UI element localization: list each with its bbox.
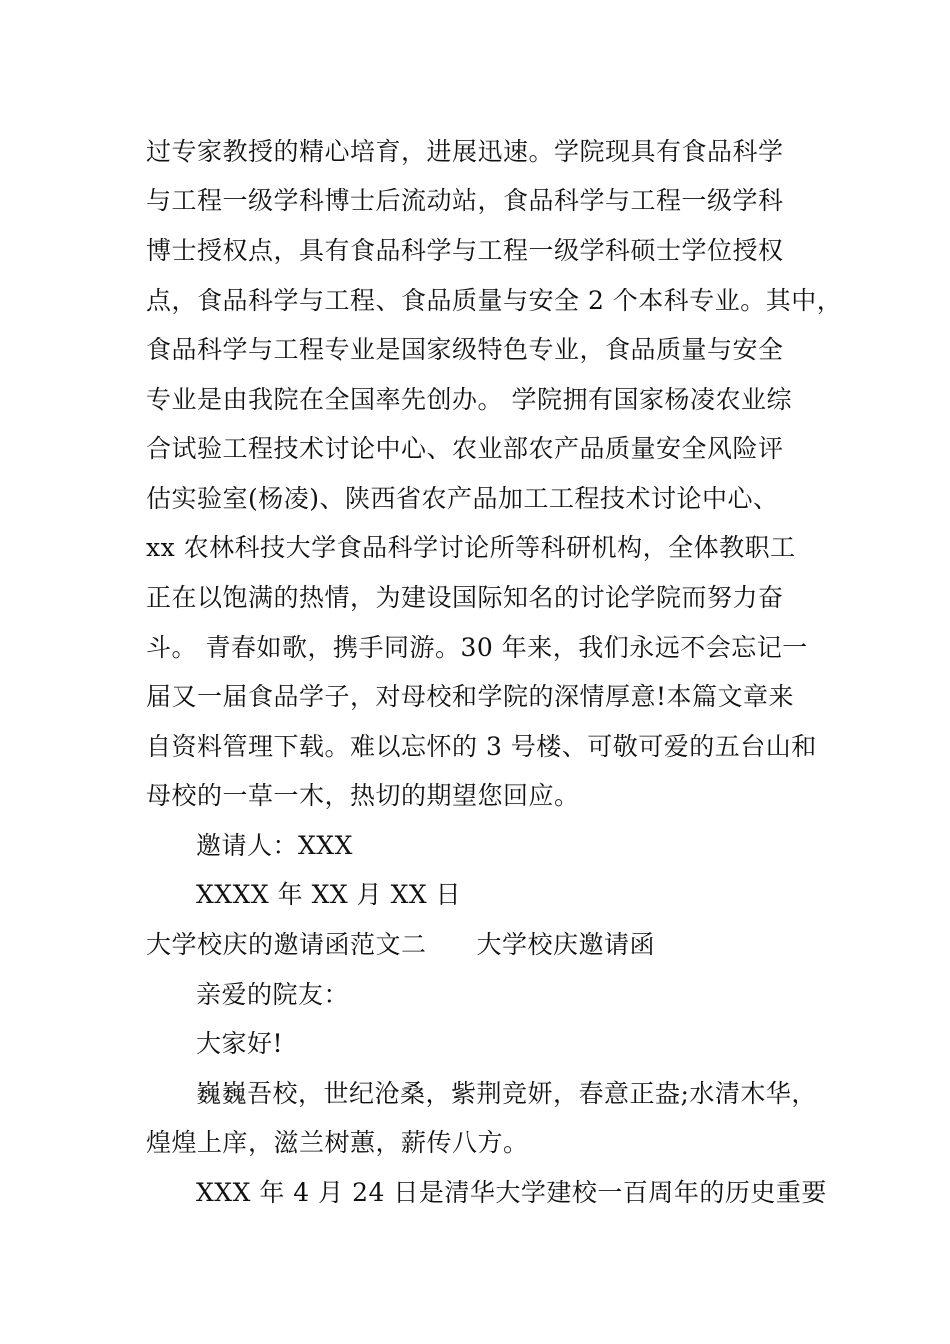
- body-line-6: 专业是由我院在全国率先创办。 学院拥有国家杨凌农业综: [146, 385, 792, 414]
- body-line-2: 与工程一级学科博士后流动站，食品科学与工程一级学科: [146, 186, 784, 215]
- body-line-14: 母校的一草一木，热切的期望您回应。: [146, 781, 580, 810]
- letter-para2-line1: XXX 年 4 月 24 日是清华大学建校一百周年的历史重要: [196, 1178, 827, 1207]
- body-line-7: 合试验工程技术讨论中心、农业部农产品质量安全风险评: [146, 434, 784, 463]
- signature-date: XXXX 年 XX 月 XX 日: [196, 880, 462, 909]
- body-line-11: 斗。 青春如歌，携手同游。30 年来，我们永远不会忘记一: [146, 633, 808, 662]
- body-line-3: 博士授权点，具有食品科学与工程一级学科硕士学位授权: [146, 236, 784, 265]
- section-heading-left: 大学校庆的邀请函范文二: [146, 930, 427, 959]
- letter-para1-line1: 巍巍吾校，世纪沧桑，紫荆竞妍，春意正盎;水清木华，: [196, 1079, 817, 1108]
- body-line-8: 估实验室(杨凌)、陕西省农产品加工工程技术讨论中心、: [146, 484, 779, 513]
- body-line-13: 自资料管理下载。难以忘怀的 3 号楼、可敬可爱的五台山和: [146, 732, 817, 761]
- section-heading-right: 大学校庆邀请函: [476, 930, 656, 959]
- body-line-9: xx 农林科技大学食品科学讨论所等科研机构，全体教职工: [146, 533, 796, 562]
- inviter-signature: 邀请人：XXX: [196, 831, 353, 860]
- body-line-1: 过专家教授的精心培育，进展迅速。学院现具有食品科学: [146, 137, 784, 166]
- section-heading: [146, 930, 655, 960]
- letter-greeting: 大家好!: [196, 1029, 284, 1058]
- body-line-4: 点，食品科学与工程、食品质量与安全 2 个本科专业。其中，: [146, 286, 843, 315]
- body-line-5: 食品科学与工程专业是国家级特色专业，食品质量与安全: [146, 335, 784, 364]
- body-line-10: 正在以饱满的热情，为建设国际知名的讨论学院而努力奋: [146, 583, 784, 612]
- letter-salutation: 亲爱的院友：: [196, 980, 350, 1009]
- letter-para1-line2: 煌煌上庠，滋兰树蕙，薪传八方。: [146, 1128, 529, 1157]
- body-line-12: 届又一届食品学子，对母校和学院的深情厚意!本篇文章来: [146, 682, 795, 711]
